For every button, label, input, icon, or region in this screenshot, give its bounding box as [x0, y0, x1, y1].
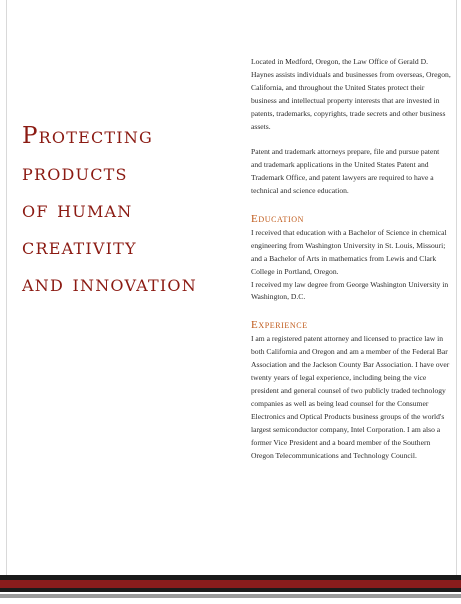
- experience-paragraph-1: I am a registered patent attorney and licensed to practice law in both California and Oregon and am a member of the Federal Bar Association and the Jackson County Bar Association. I have over twenty years of legal experience, including being the vice president and general counsel of two publicly traded technology companies as well as being lead counsel for the Consumer Electronics and Optical Products business groups of the world's largest semiconductor company, Intel Corporation. I am also a former Vice President and a board member of the Southern Oregon Telecommunications and Technology Council.: [251, 334, 450, 460]
- headline-line-4: creativity: [22, 234, 137, 260]
- headline: [22, 118, 232, 303]
- footer-bar-grey: [0, 594, 461, 598]
- intro-paragraph-2: Patent and trademark attorneys prepare, file and pursue patent and trademark applications in the United States Patent and Trademark Office, and patent lawyers are required to have a technical and science education.: [251, 147, 440, 196]
- headline-line-5: and innovation: [22, 271, 197, 297]
- headline-line-2: products: [22, 160, 128, 186]
- headline-line-1: Protecting: [22, 123, 154, 149]
- right-margin-rule: [456, 0, 457, 575]
- experience-heading: Experience: [251, 319, 308, 332]
- headline-line-3: of human: [22, 197, 133, 223]
- education-heading: Education: [251, 212, 305, 225]
- footer-bar-dark-bottom: [0, 588, 461, 592]
- body-column: [251, 56, 451, 462]
- education-paragraph-2: I received my law degree from George Washington University in Washington, D.C.: [251, 279, 449, 302]
- left-margin-rule: [6, 0, 7, 575]
- education-paragraph-1: I received that education with a Bachelor of Science in chemical engineering from Washington University in St. Louis, Missouri; and a Bachelor of Arts in mathematics from Lewis and Clark College in Portland, Oregon.: [251, 227, 447, 276]
- footer-bar-red: [0, 580, 461, 588]
- intro-paragraph-1: Located in Medford, Oregon, the Law Office of Gerald D. Haynes assists individuals and businesses from overseas, Oregon, California, and throughout the United States protect their business and intellectual property interests that are invested in patents, trademarks, copyrights, trade secrets and other business assets.: [251, 57, 451, 131]
